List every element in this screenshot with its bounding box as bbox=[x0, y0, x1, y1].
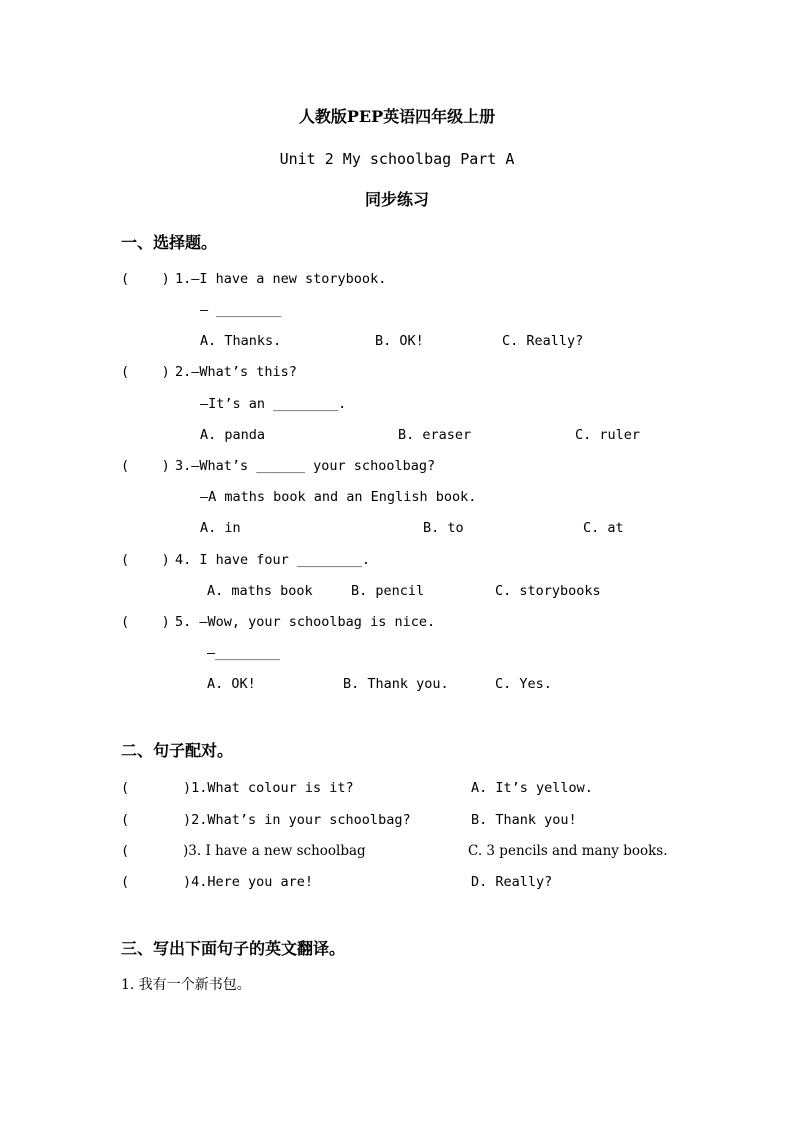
section2-heading: 二、句子配对。 bbox=[121, 741, 234, 760]
section1-heading: 一、选择题。 bbox=[121, 233, 218, 252]
q2-option-c: C. ruler bbox=[575, 427, 641, 443]
q3-option-c: C. at bbox=[583, 520, 624, 536]
q4-stem: 4. I have four ________. bbox=[175, 552, 371, 568]
match2-bracket: ( bbox=[121, 812, 130, 828]
q1-answer-bracket: ( ) bbox=[121, 271, 170, 287]
q1-option-a: A. Thanks. bbox=[200, 333, 282, 349]
q1-reply: — ________ bbox=[200, 302, 282, 318]
q1-stem: 1.—I have a new storybook. bbox=[175, 271, 387, 287]
unit-title: Unit 2 My schoolbag Part A bbox=[279, 150, 515, 168]
q2-answer-bracket: ( ) bbox=[121, 364, 170, 380]
q4-option-c: C. storybooks bbox=[495, 583, 601, 599]
q4-option-b: B. pencil bbox=[351, 583, 425, 599]
q2-stem: 2.—What’s this? bbox=[175, 364, 297, 380]
q1-option-b: B. OK! bbox=[375, 333, 424, 349]
match3-answer: C. 3 pencils and many books. bbox=[468, 843, 668, 859]
q3-stem: 3.—What’s ______ your schoolbag? bbox=[175, 458, 436, 474]
match2-question: )2.What’s in your schoolbag? bbox=[183, 812, 411, 828]
q5-reply: —________ bbox=[207, 645, 281, 661]
translation-item-1: 1. 我有一个新书包。 bbox=[121, 977, 251, 993]
match1-bracket: ( bbox=[121, 780, 130, 796]
q2-option-b: B. eraser bbox=[398, 427, 472, 443]
document-subtitle: 同步练习 bbox=[364, 190, 429, 209]
q3-option-b: B. to bbox=[423, 520, 464, 536]
q5-option-b: B. Thank you. bbox=[343, 676, 449, 692]
match1-question: )1.What colour is it? bbox=[183, 780, 354, 796]
match4-answer: D. Really? bbox=[471, 874, 553, 890]
q5-stem: 5. —Wow, your schoolbag is nice. bbox=[175, 614, 436, 630]
document-title: 人教版PEP英语四年级上册 bbox=[298, 107, 496, 126]
match4-bracket: ( bbox=[121, 874, 130, 890]
q2-option-a: A. panda bbox=[200, 427, 266, 443]
q5-option-c: C. Yes. bbox=[495, 676, 552, 692]
match2-answer: B. Thank you! bbox=[471, 812, 577, 828]
match3-bracket: ( bbox=[121, 843, 130, 859]
match3-question: )3. I have a new schoolbag bbox=[183, 843, 366, 859]
q4-answer-bracket: ( ) bbox=[121, 552, 170, 568]
q3-option-a: A. in bbox=[200, 520, 241, 536]
q2-reply: —It’s an ________. bbox=[200, 396, 347, 412]
q5-option-a: A. OK! bbox=[207, 676, 256, 692]
q1-option-c: C. Really? bbox=[502, 333, 584, 349]
match4-question: )4.Here you are! bbox=[183, 874, 314, 890]
match1-answer: A. It’s yellow. bbox=[471, 780, 593, 796]
q3-answer-bracket: ( ) bbox=[121, 458, 170, 474]
section3-heading: 三、写出下面句子的英文翻译。 bbox=[121, 939, 346, 958]
q4-option-a: A. maths book bbox=[207, 583, 313, 599]
q5-answer-bracket: ( ) bbox=[121, 614, 170, 630]
q3-reply: —A maths book and an English book. bbox=[200, 489, 477, 505]
